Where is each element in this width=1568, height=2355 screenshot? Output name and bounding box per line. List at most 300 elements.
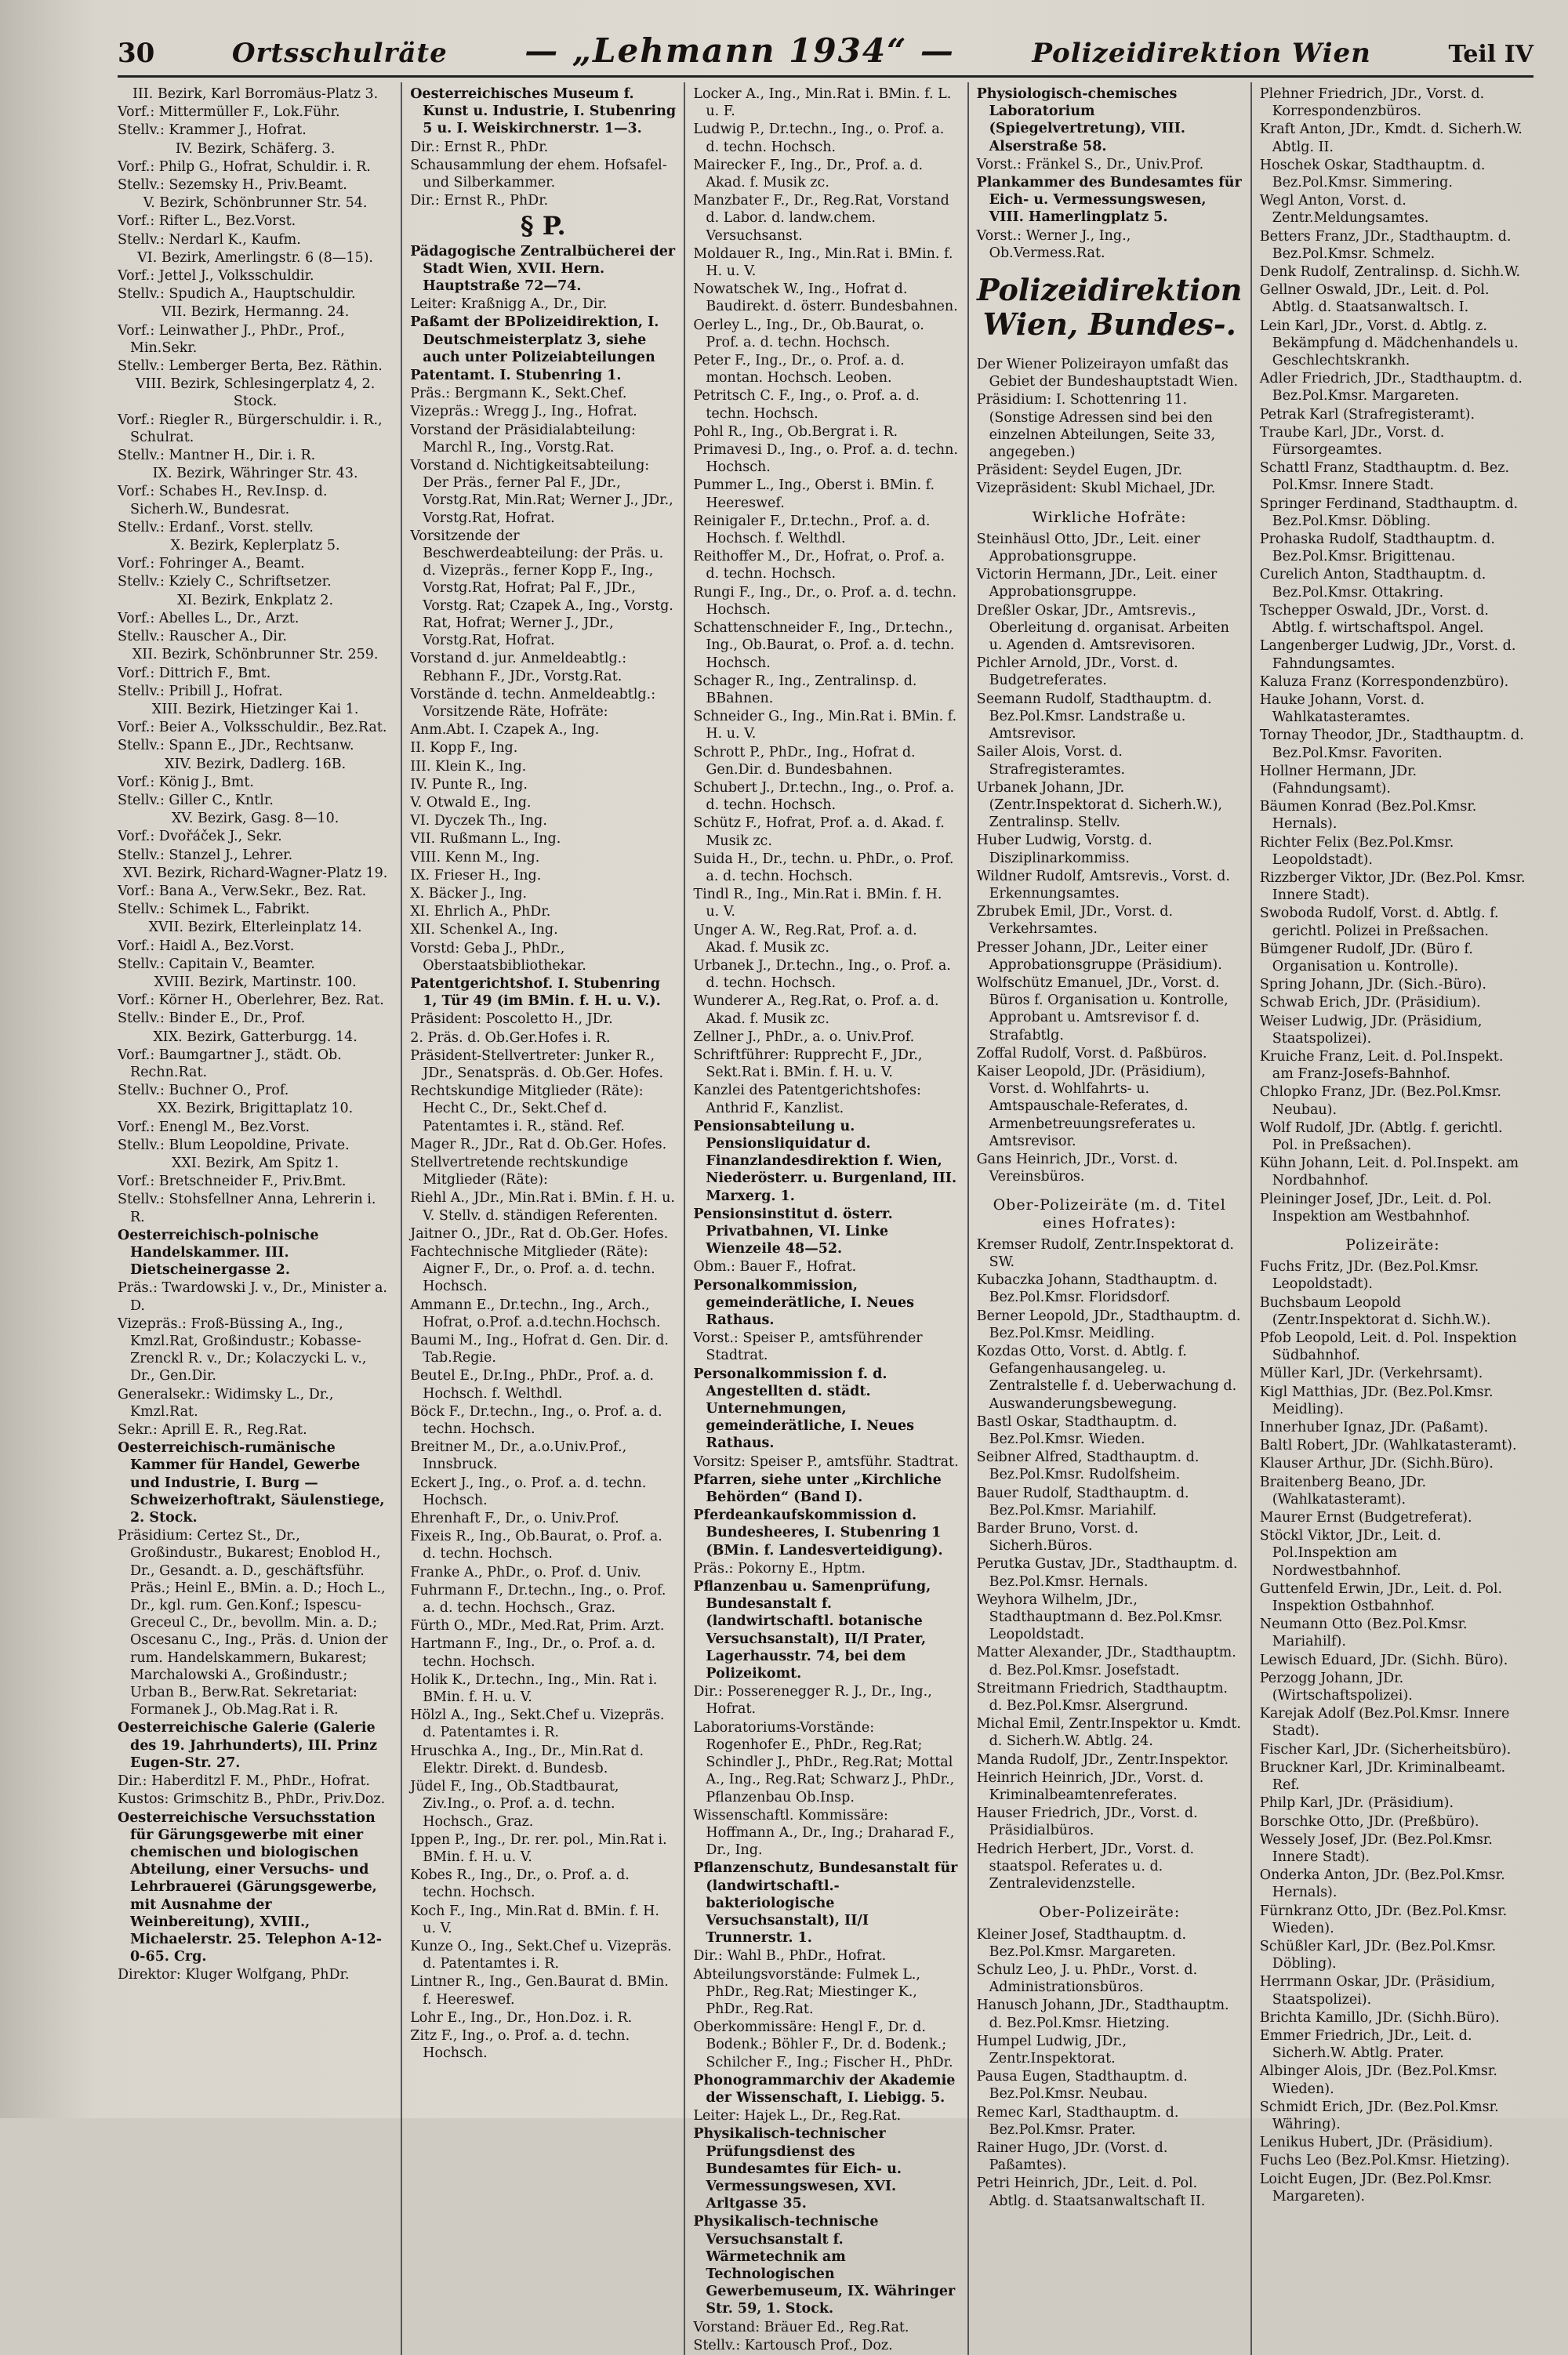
entry-text: Jüdel F., Ing., Ob.Stadtbaurat, Ziv.Ing., o. Prof. a. d. techn. Hochsch., Graz. [410, 1779, 619, 1830]
entry-text: Rungi F., Ing., Dr., o. Prof. a. d. techn. Hochsch. [693, 584, 957, 618]
entry-text: Borschke Otto, JDr. (Preßbüro). [1259, 1813, 1479, 1830]
entry-text: Stellv.: Binder E., Dr., Prof. [118, 1011, 306, 1027]
entry-text: Eckert J., Ing., o. Prof. a. d. techn. Hochsch. [410, 1475, 647, 1508]
entry-text: § P. [520, 211, 566, 241]
entry-text: Schausammlung der ehem. Hofsafel- und Silberkammer. [410, 157, 667, 191]
entry-text: Pensionsinstitut d. österr. Privatbahnen, VI. Linke Wienzeile 48—52. [693, 1206, 893, 1257]
entry-text: Vorf.: Mittermüller F., Lok.Führ. [118, 104, 340, 121]
entry-text: Barder Bruno, Vorst. d. Sicherh.Büros. [976, 1521, 1139, 1555]
entry-text: Präsidium: Certez St., Dr., Großindustr., Bukarest; Enoblod H., Dr., Gesandt. a. D., geschäftsführ. Präs.; Heinl E., BMin. a. D.; Hoch L., Dr., kgl. rum. Gen.Konf.; Ispescu-Greceul C., Dr., bevollm. Min. a. D.; Oscesanu C., Ing., Präs. d. Union der rum. Handelskammern, Bukarest; Marchalowski A., Großindustr.; Urban B., Berw.Rat. Sekretariat: Formanek J., Ob.Mag.Rat i. R. [118, 1528, 388, 1718]
entry-text: Vorf.: Philp G., Hofrat, Schuldir. i. R. [118, 158, 371, 175]
entry-text: Ammann E., Dr.techn., Ing., Arch., Hofrat, o.Prof. a.d.techn.Hochsch. [410, 1297, 661, 1330]
entry-text: Fürth O., MDr., Med.Rat, Prim. Arzt. [410, 1618, 665, 1635]
entry-text: XX. Bezirk, Brigittaplatz 10. [158, 1101, 354, 1117]
entry-text: Rainer Hugo, JDr. (Vorst. d. Paßamtes). [976, 2139, 1168, 2174]
entry-text: Fachtechnische Mitglieder (Räte): Aigner F., Dr., o. Prof. a. d. techn. Hochsch. [410, 1244, 655, 1295]
entry-text: XVI. Bezirk, Richard-Wagner-Platz 19. [122, 865, 388, 881]
entry-text: Nowatschek W., Ing., Hofrat d. Baudirekt. d. österr. Bundesbahnen. [693, 281, 958, 315]
entry-text: Philp Karl, JDr. (Präsidium). [1259, 1795, 1454, 1812]
entry-text: Oerley L., Ing., Dr., Ob.Baurat, o. Prof. a. d. techn. Hochsch. [693, 317, 924, 350]
entry-text: Pädagogische Zentralbücherei der Stadt Wien, XVII. Hern. Hauptstraße 72—74. [410, 243, 676, 295]
entry-text: Böck F., Dr.techn., Ing., o. Prof. a. d. techn. Hochsch. [410, 1403, 662, 1438]
entry-text: Buchsbaum Leopold (Zentr.Inspektorat d. Sichh.W.). [1259, 1294, 1491, 1328]
section-title: Ortsschulräte [231, 38, 448, 69]
entry-text: Tindl R., Ing., Min.Rat i. BMin. f. H. u. V. [693, 887, 942, 920]
entry-text: Obm.: Bauer F., Hofrat. [693, 1259, 857, 1275]
entry-text: Lenikus Hubert, JDr. (Präsidium). [1259, 2135, 1494, 2151]
entry-text: Vizepräsident: Skubl Michael, JDr. [976, 481, 1216, 497]
entry-text: Stellv.: Krammer J., Hofrat. [118, 122, 307, 139]
entry-text: Petri Heinrich, JDr., Leit. d. Pol. Abtlg. d. Staatsanwaltschaft II. [976, 2175, 1206, 2209]
entry-text: Dir.: Wahl B., PhDr., Hofrat. [693, 1948, 887, 1965]
entry-text: XII. Schenkel A., Ing. [410, 922, 558, 938]
entry-text: Manzbater F., Dr., Reg.Rat, Vorstand d. Labor. d. landw.chem. Versuchsanst. [693, 193, 949, 244]
column-5 [1250, 82, 1534, 2355]
entry-text: Stellv.: Erdanf., Vorst. stellv. [118, 519, 314, 535]
entry-text: Suida H., Dr., techn. u. PhDr., o. Prof. a. d. techn. Hochsch. [693, 851, 954, 884]
entry-text: XII. Bezirk, Schönbrunner Str. 259. [132, 647, 379, 663]
entry-text: Hauser Friedrich, JDr., Vorst. d. Präsidialbüros. [976, 1805, 1198, 1839]
entry-text: Präs.: Twardowski J. v., Dr., Minister a. D. [118, 1280, 387, 1314]
entry-text: Sailer Alois, Vorst. d. Strafregisteramtes. [976, 744, 1126, 778]
entry-text: Mager R., JDr., Rat d. Ob.Ger. Hofes. [410, 1136, 667, 1152]
entry-text: Vorst.: Werner J., Ing., Ob.Vermess.Rat. [976, 227, 1131, 261]
entry-text: Pichler Arnold, JDr., Vorst. d. Budgetreferates. [976, 655, 1178, 689]
entry-text: Wolf Rudolf, JDr. (Abtlg. f. gerichtl. Pol. in Preßsachen). [1259, 1119, 1503, 1153]
entry-text: Wolfschütz Emanuel, JDr., Vorst. d. Büros f. Organisation u. Kontrolle, Approbant u. Amtsrevisor f. d. Strafabtlg. [976, 974, 1229, 1043]
entry-text: Riehl A., JDr., Min.Rat i. BMin. f. H. u. V. Stellv. d. ständigen Referenten. [410, 1190, 675, 1224]
entry-text: Seemann Rudolf, Stadthauptm. d. Bez.Pol.Kmsr. Landstraße u. Amtsrevisor. [976, 691, 1212, 742]
entry-text: Ehrenhaft F., Dr., o. Univ.Prof. [410, 1511, 619, 1527]
entry-text: Schulz Leo, J. u. PhDr., Vorst. d. Administrationsbüros. [976, 1961, 1198, 1996]
entry-text: Weyhora Wilhelm, JDr., Stadthauptmann d. Bez.Pol.Kmsr. Leopoldstadt. [976, 1591, 1223, 1643]
entry-text: IV. Punte R., Ing. [410, 776, 528, 793]
entry-text: Abteilungsvorstände: Fulmek L., PhDr., Reg.Rat; Miestinger K., PhDr., Reg.Rat. [693, 1966, 920, 2017]
entry-text: Pleininger Josef, JDr., Leit. d. Pol. Inspektion am Westbahnhof. [1259, 1191, 1492, 1225]
entry-text: Oesterreichisch-polnische Handelskammer. III. Dietscheinergasse 2. [118, 1227, 319, 1279]
entry-text: Kruiche Franz, Leit. d. Pol.Inspekt. am Franz-Josefs-Bahnhof. [1259, 1048, 1504, 1083]
entry-text: Kremser Rudolf, Zentr.Inspektorat d. SW. [976, 1236, 1234, 1270]
entry-text: Brichta Kamillo, JDr. (Sichh.Büro). [1259, 2009, 1500, 2026]
entry-text: Paßamt der BPolizeidirektion, I. Deutschmeisterplatz 3, siehe auch unter Polizeiabteilungen [410, 314, 659, 365]
entry-text: XI. Bezirk, Enkplatz 2. [177, 592, 334, 608]
entry-text: Stellv.: Buchner O., Prof. [118, 1083, 289, 1099]
entry-text: Vorf.: Jettel J., Volksschuldir. [118, 268, 314, 285]
entry-text: Guttenfeld Erwin, JDr., Leit. d. Pol. Inspektion Ostbahnhof. [1259, 1580, 1503, 1615]
entry-text: Vizepräs.: Wregg J., Ing., Hofrat. [410, 404, 637, 420]
page-number: 30 [118, 38, 155, 69]
entry-text: Schubert J., Dr.techn., Ing., o. Prof. a. d. techn. Hochsch. [693, 779, 955, 814]
entry-text: Bastl Oskar, Stadthauptm. d. Bez.Pol.Kmsr. Wieden. [976, 1413, 1178, 1448]
entry-text: Kunze O., Ing., Sekt.Chef u. Vizepräs. d. Patentamtes i. R. [410, 1938, 672, 1972]
entry-text: Schattenschneider F., Ing., Dr.techn., Ing., Ob.Baurat, o. Prof. a. d. techn. Hochsch. [693, 620, 955, 671]
entry-text: Richter Felix (Bez.Pol.Kmsr. Leopoldstadt). [1259, 834, 1454, 868]
entry-text: Fixeis R., Ing., Ob.Baurat, o. Prof. a. d. techn. Hochsch. [410, 1529, 662, 1562]
entry-text: Vizepräs.: Froß-Büssing A., Ing., Kmzl.Rat, Großindustr.; Kobasse-Zrenckl R. v., Dr.; Kolaczycki L. v., Dr., Gen.Dir. [118, 1315, 367, 1384]
right-section-title: Polizeidirektion Wien [1032, 38, 1371, 69]
entry-text: Vorstd: Geba J., PhDr., Oberstaatsbibliothekar. [410, 940, 586, 974]
entry-text: Huber Ludwig, Vorstg. d. Disziplinarkommiss. [976, 833, 1152, 866]
entry-text: Zbrubek Emil, JDr., Vorst. d. Verkehrsamtes. [976, 904, 1174, 938]
entry-text: Reinigaler F., Dr.techn., Prof. a. d. Hochsch. f. Welthdl. [693, 513, 931, 547]
entry-text: XVIII. Bezirk, Martinstr. 100. [154, 974, 357, 990]
entry-text: Präsident: Seydel Eugen, JDr. [976, 463, 1183, 479]
entry-text: V. Otwald E., Ing. [410, 794, 532, 811]
entry-text: Curelich Anton, Stadthauptm. d. Bez.Pol.Kmsr. Ottakring. [1259, 567, 1486, 601]
entry-text: Bümgener Rudolf, JDr. (Büro f. Organisation u. Kontrolle). [1259, 941, 1473, 974]
entry-text: XIX. Bezirk, Gatterburgg. 14. [153, 1029, 358, 1045]
column-2 [401, 82, 684, 2355]
entry-text: Lohr E., Ing., Dr., Hon.Doz. i. R. [410, 2009, 633, 2026]
entry-text: Koch F., Ing., Min.Rat d. BMin. f. H. u. V. [410, 1903, 659, 1936]
entry-text: XVII. Bezirk, Elterleinplatz 14. [148, 920, 362, 936]
entry-text: Denk Rudolf, Zentralinsp. d. Sichh.W. [1259, 264, 1521, 281]
entry-text: Fürnkranz Otto, JDr. (Bez.Pol.Kmsr. Wieden). [1259, 1903, 1508, 1936]
entry-text: Kigl Matthias, JDr. (Bez.Pol.Kmsr. Meidling). [1259, 1384, 1494, 1417]
entry-text: Hartmann F., Ing., Dr., o. Prof. a. d. techn. Hochsch. [410, 1636, 656, 1670]
entry-text: Humpel Ludwig, JDr., Zentr.Inspektorat. [976, 2033, 1127, 2067]
entry-text: Vorf.: Riegler R., Bürgerschuldir. i. R., Schulrat. [118, 412, 383, 445]
entry-text: Physikalisch-technische Versuchsanstalt f. Wärmetechnik am Technologischen Gewerbemuseum, IX. Währinger Str. 59, 1. Stock. [693, 2214, 956, 2317]
entry-text: Wildner Rudolf, Amtsrevis., Vorst. d. Erkennungsamtes. [976, 868, 1230, 902]
entry-text: Polizeidirektion Wien, Bundes-. [976, 272, 1243, 343]
entry-text: Neumann Otto (Bez.Pol.Kmsr. Mariahilf). [1259, 1617, 1468, 1650]
entry-text: Schmidt Erich, JDr. (Bez.Pol.Kmsr. Währing). [1259, 2099, 1499, 2132]
publication-title: — „Lehmann 1934“ — [524, 31, 955, 70]
entry-text: IV. Bezirk, Schäferg. 3. [175, 140, 336, 157]
entry-text: Kubaczka Johann, Stadthauptm. d. Bez.Pol.Kmsr. Floridsdorf. [976, 1272, 1218, 1306]
entry-text: Stellv.: Kartousch Prof., Doz. [693, 2337, 893, 2353]
entry-text: Vorf.: Fohringer A., Beamt. [118, 556, 305, 572]
entry-text: X. Bezirk, Keplerplatz 5. [170, 538, 340, 554]
entry-text: Traube Karl, JDr., Vorst. d. Fürsorgeamtes. [1259, 424, 1445, 459]
entry-text: Hollner Hermann, JDr. (Fahndungsamt). [1259, 763, 1417, 796]
entry-text: Chlopko Franz, JDr. (Bez.Pol.Kmsr. Neubau). [1259, 1084, 1501, 1118]
entry-text: Bäumen Konrad (Bez.Pol.Kmsr. Hernals). [1259, 799, 1477, 833]
entry-text: Stellv.: Nerdarl K., Kaufm. [118, 231, 301, 248]
entry-text: Tornay Theodor, JDr., Stadthauptm. d. Bez.Pol.Kmsr. Favoriten. [1259, 728, 1524, 761]
entry-text: Stellv.: Capitain V., Beamter. [118, 956, 315, 972]
entry-text: Breitner M., Dr., a.o.Univ.Prof., Innsbruck. [410, 1439, 627, 1473]
entry-text: Vorf.: Abelles L., Dr., Arzt. [118, 610, 299, 626]
entry-text: VIII. Bezirk, Schlesingerplatz 4, 2. Stock. [135, 376, 376, 410]
entry-text: Loicht Eugen, JDr. (Bez.Pol.Kmsr. Margareten). [1259, 2171, 1493, 2204]
entry-text: Kaiser Leopold, JDr. (Präsidium), Vorst. d. Wohlfahrts- u. Amtspauschale-Referates, d. Armenbetreuungsreferates u. Amtsrevisor. [976, 1063, 1206, 1149]
entry-text: Vorsitzende der Beschwerdeabteilung: der Präs. u. d. Vizepräs., ferner Kopp F., Ing., Vorstg.Rat, Hofrat; Pal F., JDr., Vorstg. Rat; Czapek A., Ing., Vorstg. Rat, Hofrat; Werner J., JDr., Vorstg.Rat, Hofrat. [410, 528, 673, 649]
entry-text: Fuchs Fritz, JDr. (Bez.Pol.Kmsr. Leopoldstadt). [1259, 1259, 1479, 1293]
entry-text: Berner Leopold, JDr., Stadthauptm. d. Bez.Pol.Kmsr. Meidling. [976, 1308, 1241, 1341]
entry-text: Emmer Friedrich, JDr., Leit. d. Sicherh.W. Abtlg. Prater. [1259, 2027, 1472, 2062]
entry-text: Schager R., Ing., Zentralinsp. d. BBahnen. [693, 673, 917, 706]
entry-text: Heinrich Heinrich, JDr., Vorst. d. Kriminalbeamtenreferates. [976, 1769, 1204, 1804]
entry-text: Franke A., PhDr., o. Prof. d. Univ. [410, 1564, 641, 1580]
entry-text: Stellv.: Stanzel J., Lehrer. [118, 847, 293, 863]
entry-text: Polizeiräte: [1345, 1236, 1440, 1254]
entry-text: Primavesi D., Ing., o. Prof. a. d. techn. Hochsch. [693, 442, 958, 476]
entry-text: Maurer Ernst (Budgetreferat). [1259, 1510, 1472, 1526]
entry-text: Remec Karl, Stadthauptm. d. Bez.Pol.Kmsr. Prater. [976, 2104, 1179, 2138]
entry-text: Manda Rudolf, JDr., Zentr.Inspektor. [976, 1751, 1229, 1768]
entry-text: Gans Heinrich, JDr., Vorst. d. Vereinsbüros. [976, 1151, 1178, 1185]
entry-text: Wissenschaftl. Kommissäre: Hoffmann A., Dr., Ing.; Draharad F., Dr., Ing. [693, 1807, 955, 1859]
entry-text: Stöckl Viktor, JDr., Leit. d. Pol.Inspektion am Nordwestbahnhof. [1259, 1528, 1442, 1579]
entry-text: Wirkliche Hofräte: [1032, 508, 1187, 526]
entry-text: Vorf.: Beier A., Volksschuldir., Bez.Rat. [118, 720, 387, 736]
entry-text: Dir.: Haberditzl F. M., PhDr., Hofrat. [118, 1773, 370, 1790]
entry-text: Kobes R., Ing., Dr., o. Prof. a. d. techn. Hochsch. [410, 1867, 630, 1901]
entry-text: Präsident: Poscoletto H., JDr. [410, 1011, 613, 1028]
entry-text: Vorf.: König J., Bmt. [118, 774, 254, 790]
entry-text: Prohaska Rudolf, Stadthauptm. d. Bez.Pol.Kmsr. Brigittenau. [1259, 532, 1495, 565]
entry-text: Weiser Ludwig, JDr. (Präsidium, Staatspolizei). [1259, 1013, 1483, 1047]
entry-text: Pensionsabteilung u. Pensionsliquidatur d. Finanzlandesdirektion f. Wien, Niederösterr. u. Burgenland, III. Marxerg. 1. [693, 1118, 957, 1204]
entry-text: Vorf.: Dvořáček J., Sekr. [118, 829, 282, 845]
entry-text: VI. Bezirk, Amerlingstr. 6 (8—15). [137, 249, 373, 266]
entry-text: Vorf.: Bana A., Verw.Sekr., Bez. Rat. [118, 883, 367, 899]
entry-text: Personalkommission, gemeinderätliche, I. Neues Rathaus. [693, 1277, 915, 1329]
entry-text: Spring Johann, JDr. (Sich.-Büro). [1259, 977, 1486, 993]
entry-text: Hölzl A., Ing., Sekt.Chef u. Vizepräs. d. Patentamtes i. R. [410, 1707, 665, 1741]
entry-text: Hedrich Herbert, JDr., Vorst. d. staatspol. Referates u. d. Zentralevidenzstelle. [976, 1841, 1195, 1892]
entry-text: Hoschek Oskar, Stadthauptm. d. Bez.Pol.Kmsr. Simmering. [1259, 157, 1486, 191]
entry-text: Vorf.: Enengl M., Bez.Vorst. [118, 1119, 310, 1135]
entry-text: Wessely Josef, JDr. (Bez.Pol.Kmsr. Innere Stadt). [1259, 1831, 1493, 1865]
entry-text: Oesterreichisch-rumänische Kammer für Handel, Gewerbe und Industrie, I. Burg — Schweizerhoftrakt, Säulenstiege, 2. Stock. [118, 1440, 385, 1526]
entry-text: Vorf.: Schabes H., Rev.Insp. d. Sicherh.W., Bundesrat. [118, 484, 328, 517]
entry-text: Vorst.: Fränkel S., Dr., Univ.Prof. [976, 156, 1204, 172]
entry-text: Moldauer R., Ing., Min.Rat i. BMin. f. H. u. V. [693, 245, 953, 280]
entry-text: Bauer Rudolf, Stadthauptm. d. Bez.Pol.Kmsr. Mariahilf. [976, 1485, 1189, 1519]
entry-text: Perzogg Johann, JDr. (Wirtschaftspolizei). [1259, 1670, 1413, 1704]
entry-text: Kleiner Josef, Stadthauptm. d. Bez.Pol.Kmsr. Margareten. [976, 1926, 1187, 1960]
entry-text: Presser Johann, JDr., Leiter einer Approbationsgruppe (Präsidium). [976, 939, 1222, 973]
entry-text: Swoboda Rudolf, Vorst. d. Abtlg. f. gerichtl. Polizei in Preßsachen. [1259, 905, 1499, 939]
entry-text: III. Bezirk, Karl Borromäus-Platz 3. [132, 86, 379, 102]
entry-text: Stellv.: Spann E., JDr., Rechtsanw. [118, 738, 354, 754]
entry-text: Sekr.: Aprill E. R., Reg.Rat. [118, 1422, 307, 1439]
entry-text: Fuchs Leo (Bez.Pol.Kmsr. Hietzing). [1259, 2153, 1510, 2169]
entry-text: Zellner J., PhDr., a. o. Univ.Prof. [693, 1029, 915, 1045]
entry-text: Peter F., Ing., Dr., o. Prof. a. d. montan. Hochsch. Leoben. [693, 353, 905, 386]
entry-text: Präsident-Stellvertreter: Junker R., JDr., Senatspräs. d. Ob.Ger. Hofes. [410, 1047, 664, 1081]
entry-text: Braitenberg Beano, JDr. (Wahlkatasteramt). [1259, 1474, 1427, 1508]
entry-text: Laboratoriums-Vorstände: Rogenhofer E., PhDr., Reg.Rat; Schindler J., PhDr., Reg.Rat; Mottal A., Ing., Reg.Rat; Schwarz J., PhDr., Pflanzenbau Ob.Insp. [693, 1719, 955, 1805]
entry-text: Kühn Johann, Leit. d. Pol.Inspekt. am Nordbahnhof. [1259, 1156, 1519, 1189]
entry-text: Präs.: Bergmann K., Sekt.Chef. [410, 386, 627, 402]
entry-text: IX. Bezirk, Währinger Str. 43. [152, 466, 358, 482]
entry-text: Urbanek Johann, JDr. (Zentr.Inspektorat d. Sicherh.W.), Zentralinsp. Stellv. [976, 779, 1222, 831]
entry-text: Innerhuber Ignaz, JDr. (Paßamt). [1259, 1420, 1489, 1436]
entry-text: Fuhrmann F., Dr.techn., Ing., o. Prof. a. d. techn. Hochsch., Graz. [410, 1582, 666, 1617]
entry-text: Pfarren, siehe unter „Kirchliche Behörden“ (Band I). [693, 1471, 942, 1506]
entry-text: Wunderer A., Reg.Rat, o. Prof. a. d. Akad. f. Musik zc. [693, 993, 939, 1027]
entry-text: V. Bezirk, Schönbrunner Str. 54. [143, 195, 368, 212]
entry-text: Stellv.: Spudich A., Hauptschuldir. [118, 286, 356, 303]
entry-text: Vorstände d. techn. Anmeldeabtlg.: Vorsitzende Räte, Hofräte: [410, 686, 656, 720]
entry-text: Pohl R., Ing., Ob.Bergrat i. R. [693, 423, 898, 440]
entry-text: Baltl Robert, JDr. (Wahlkatasteramt). [1259, 1438, 1517, 1454]
entry-text: Vorstand: Bräuer Ed., Reg.Rat. [693, 2319, 909, 2335]
entry-text: Ober-Polizeiräte: [1039, 1903, 1181, 1921]
text-columns [118, 82, 1534, 2353]
entry-text: Dreßler Oskar, JDr., Amtsrevis., Oberleitung d. organisat. Arbeiten u. Agenden d. Amtsrevisoren. [976, 602, 1229, 654]
entry-text: Onderka Anton, JDr. (Bez.Pol.Kmsr. Hernals). [1259, 1867, 1505, 1901]
entry-text: Kraft Anton, JDr., Kmdt. d. Sicherh.W. Abtlg. II. [1259, 122, 1523, 155]
entry-text: Oesterreichische Galerie (Galerie des 19. Jahrhunderts), III. Prinz Eugen-Str. 27. [118, 1720, 378, 1771]
entry-text: Stellv.: Pribill J., Hofrat. [118, 683, 283, 699]
entry-text: Oesterreichisches Museum f. Kunst u. Industrie, I. Stubenring 5 u. I. Weiskirchnerstr. 1—3. [410, 86, 677, 137]
entry-text: Lein Karl, JDr., Vorst. d. Abtlg. z. Bekämpfung d. Mädchenhandels u. Geschlechtskrankh. [1259, 318, 1519, 369]
entry-text: Kaluza Franz (Korrespondenzbüro). [1259, 673, 1509, 690]
entry-text: Kanzlei des Patentgerichtshofes: Anthrid F., Kanzlist. [693, 1083, 921, 1116]
entry-text: Wegl Anton, Vorst. d. Zentr.Meldungsamtes. [1259, 193, 1429, 227]
entry-text: Reithoffer M., Dr., Hofrat, o. Prof. a. d. techn. Hochsch. [693, 549, 946, 582]
entry-text: Präs.: Pokorny E., Hptm. [693, 1560, 866, 1577]
entry-text: Vorf.: Baumgartner J., städt. Ob. Rechn.Rat. [118, 1047, 342, 1080]
entry-text: XIV. Bezirk, Dadlerg. 16B. [164, 756, 347, 772]
entry-text: Betters Franz, JDr., Stadthauptm. d. Bez.Pol.Kmsr. Schmelz. [1259, 228, 1512, 262]
entry-text: Stellv.: Giller C., Kntlr. [118, 792, 274, 808]
entry-text: Michal Emil, Zentr.Inspektor u. Kmdt. d. Sicherh.W. Abtlg. 24. [976, 1716, 1241, 1750]
entry-text: Beutel E., Dr.Ing., PhDr., Prof. a. d. Hochsch. f. Welthdl. [410, 1368, 654, 1402]
entry-text: Kustos: Grimschitz B., PhDr., Priv.Doz. [118, 1791, 386, 1808]
entry-text: Leiter: Hajek L., Dr., Reg.Rat. [693, 2108, 902, 2125]
entry-text: Plankammer des Bundesamtes für Eich- u. Vermessungswesen, VIII. Hamerlingplatz 5. [976, 175, 1242, 226]
entry-text: Vorf.: Bretschneider F., Priv.Bmt. [118, 1174, 347, 1190]
entry-text: III. Klein K., Ing. [410, 758, 527, 775]
entry-text: Stellv.: Schimek L., Fabrikt. [118, 902, 310, 918]
entry-text: Locker A., Ing., Min.Rat i. BMin. f. L. u. F. [693, 86, 952, 120]
entry-text: VII. Bezirk, Hermanng. 24. [161, 304, 350, 321]
entry-text: Direktor: Kluger Wolfgang, PhDr. [118, 1967, 350, 1983]
entry-text: Springer Ferdinand, Stadthauptm. d. Bez.Pol.Kmsr. Döbling. [1259, 495, 1519, 529]
entry-text: Generalsekr.: Widimsky L., Dr., Kmzl.Rat. [118, 1386, 334, 1420]
entry-text: Petritsch C. F., Ing., o. Prof. a. d. techn. Hochsch. [693, 388, 920, 422]
entry-text: Fischer Karl, JDr. (Sicherheitsbüro). [1259, 1741, 1512, 1758]
entry-text: Hruschka A., Ing., Dr., Min.Rat d. Elektr. Direkt. d. Bundesb. [410, 1743, 644, 1776]
entry-text: Pferdeankaufskommission d. Bundesheeres, I. Stubenring 1 (BMin. f. Landesverteidigung). [693, 1508, 943, 1559]
entry-text: Physikalisch-technischer Prüfungsdienst des Bundesamtes für Eich- u. Vermessungswesen, XVI. Arltgasse 35. [693, 2126, 902, 2212]
entry-text: Präsidium: I. Schottenring 11. (Sonstige Adressen sind bei den einzelnen Abteilungen, Seite 33, angegeben.) [976, 392, 1216, 461]
entry-text: XIII. Bezirk, Hietzinger Kai 1. [151, 701, 359, 717]
entry-text: Stellv.: Lemberger Berta, Bez. Räthin. [118, 358, 383, 375]
entry-text: Seibner Alfred, Stadthauptm. d. Bez.Pol.Kmsr. Rudolfsheim. [976, 1450, 1200, 1483]
entry-text: Adler Friedrich, JDr., Stadthauptm. d. Bez.Pol.Kmsr. Margareten. [1259, 371, 1523, 405]
entry-text: Stellv.: Blum Leopoldine, Private. [118, 1137, 350, 1153]
entry-text: Pausa Eugen, Stadthauptm. d. Bez.Pol.Kmsr. Neubau. [976, 2069, 1188, 2103]
entry-text: Petrak Karl (Strafregisteramt). [1259, 406, 1475, 423]
entry-text: Stellv.: Rauscher A., Dir. [118, 629, 287, 645]
entry-text: Dir.: Ernst R., PhDr. [410, 193, 549, 209]
entry-text: Bruckner Karl, JDr. Kriminalbeamt. Ref. [1259, 1759, 1506, 1794]
entry-text: Unger A. W., Reg.Rat, Prof. a. d. Akad. f. Musik zc. [693, 922, 917, 956]
entry-text: Stellv.: Kziely C., Schriftsetzer. [118, 574, 332, 590]
entry-text: Albinger Alois, JDr. (Bez.Pol.Kmsr. Wieden). [1259, 2063, 1497, 2097]
entry-text: Langenberger Ludwig, JDr., Vorst. d. Fahndungsamtes. [1259, 638, 1516, 672]
entry-text: II. Kopp F., Ing. [410, 740, 518, 757]
entry-text: Leiter: Kraßnigg A., Dr., Dir. [410, 296, 608, 313]
entry-text: Streitmann Friedrich, Stadthauptm. d. Bez.Pol.Kmsr. Alsergrund. [976, 1680, 1228, 1715]
entry-text: Dir.: Posserenegger R. J., Dr., Ing., Hofrat. [693, 1684, 932, 1718]
entry-text: Ludwig P., Dr.techn., Ing., o. Prof. a. d. techn. Hochsch. [693, 122, 945, 155]
entry-text: Dir.: Ernst R., PhDr. [410, 139, 549, 155]
entry-text: Hanusch Johann, JDr., Stadthauptm. d. Bez.Pol.Kmsr. Hietzing. [976, 1998, 1229, 2031]
entry-text: Pummer L., Ing., Oberst i. BMin. f. Heereswef. [693, 477, 935, 511]
entry-text: Matter Alexander, JDr., Stadthauptm. d. Bez.Pol.Kmsr. Josefstadt. [976, 1645, 1236, 1678]
entry-text: Patentgerichtshof. I. Stubenring 1, Tür 49 (im BMin. f. H. u. V.). [410, 975, 661, 1010]
entry-text: Oesterreichische Versuchsstation für Gärungsgewerbe mit einer chemischen und biologischen Abteilung, einer Versuchs- und Lehrbrauerei (Gärungsgewerbe, mit Ausnahme der Weinbereitung), XVIII., Michaelerstr. 25. Telephon A-12-0-65. Crg. [118, 1809, 382, 1965]
entry-text: Schattl Franz, Stadthauptm. d. Bez. Pol.Kmsr. Innere Stadt. [1259, 460, 1510, 494]
entry-text: Perutka Gustav, JDr., Stadthauptm. d. Bez.Pol.Kmsr. Hernals. [976, 1556, 1238, 1590]
entry-text: Rizzberger Viktor, JDr. (Bez.Pol. Kmsr. Innere Stadt). [1259, 869, 1526, 904]
page-header [118, 31, 1534, 78]
entry-text: Ober-Polizeiräte (m. d. Titel eines Hofrates): [993, 1196, 1226, 1232]
column-1 [118, 82, 401, 2355]
entry-text: Stellv.: Stohsfellner Anna, Lehrerin i. R. [118, 1192, 376, 1225]
entry-text: Hauke Johann, Vorst. d. Wahlkatasteramtes. [1259, 691, 1425, 726]
entry-text: Vorf.: Haidl A., Bez.Vorst. [118, 938, 295, 954]
entry-text: VI. Dyczek Th., Ing. [410, 813, 547, 829]
entry-text: Gellner Oswald, JDr., Leit. d. Pol. Abtlg. d. Staatsanwaltsch. I. [1259, 282, 1490, 316]
entry-text: XV. Bezirk, Gasg. 8—10. [171, 811, 339, 827]
entry-text: Vorstand der Präsidialabteilung: Marchl R., Ing., Vorstg.Rat. [410, 422, 636, 455]
entry-text: Kozdas Otto, Vorst. d. Abtlg. f. Gefangenhausangeleg. u. Zentralstelle f. d. Ueberwachung d. Auswanderungsbewegung. [976, 1344, 1237, 1412]
entry-text: Patentamt. I. Stubenring 1. [410, 368, 622, 384]
entry-text: Vorf.: Dittrich F., Bmt. [118, 665, 271, 681]
entry-text: XXI. Bezirk, Am Spitz 1. [172, 1155, 339, 1171]
entry-text: Schüßler Karl, JDr. (Bez.Pol.Kmsr. Döbling). [1259, 1938, 1497, 1972]
entry-text: VII. Rußmann L., Ing. [410, 831, 561, 847]
entry-text: Pfob Leopold, Leit. d. Pol. Inspektion Südbahnhof. [1259, 1330, 1517, 1364]
entry-text: Holik K., Dr.techn., Ing., Min. Rat i. BMin. f. H. u. V. [410, 1671, 658, 1706]
entry-text: Lintner R., Ing., Gen.Baurat d. BMin. f. Heereswef. [410, 1974, 669, 2008]
column-4 [967, 82, 1250, 2355]
entry-text: Stellv.: Sezemsky H., Priv.Beamt. [118, 177, 347, 194]
entry-text: Mairecker F., Ing., Dr., Prof. a. d. Akad. f. Musik zc. [693, 157, 924, 191]
column-3 [684, 82, 967, 2355]
entry-text: IX. Frieser H., Ing. [410, 867, 542, 884]
entry-text: Lewisch Eduard, JDr. (Sichh. Büro). [1259, 1652, 1508, 1668]
entry-text: Herrmann Oskar, JDr. (Präsidium, Staatspolizei). [1259, 1974, 1496, 2008]
entry-text: Pflanzenschutz, Bundesanstalt für (landwirtschaftl.-bakteriologische Versuchsanstalt), II/I Trunnerstr. 1. [693, 1860, 958, 1947]
entry-text: Schriftführer: Rupprecht F., JDr., Sekt.Rat i. BMin. f. H. u. V. [693, 1047, 923, 1081]
entry-text: Karejak Adolf (Bez.Pol.Kmsr. Innere Stadt). [1259, 1706, 1510, 1740]
entry-text: Stellvertretende rechtskundige Mitglieder (Räte): [410, 1154, 629, 1188]
entry-text: Stellv.: Mantner H., Dir. i. R. [118, 448, 316, 464]
entry-text: Vorstand d. Nichtigkeitsabteilung: Der Präs., ferner Pal F., JDr., Vorstg.Rat, Min.Rat; Werner J., JDr., Vorstg.Rat, Hofrat. [410, 458, 673, 526]
entry-text: Vorf.: Rifter L., Bez.Vorst. [118, 213, 296, 230]
entry-text: Vorf.: Körner H., Oberlehrer, Bez. Rat. [118, 992, 384, 1009]
entry-text: Vorf.: Leinwather J., PhDr., Prof., Min.Sekr. [118, 322, 345, 356]
entry-text: Schrott P., PhDr., Ing., Hofrat d. Gen.Dir. d. Bundesbahnen. [693, 744, 916, 778]
entry-text: Schütz F., Hofrat, Prof. a. d. Akad. f. Musik zc. [693, 815, 945, 849]
entry-text: Ippen P., Ing., Dr. rer. pol., Min.Rat i. BMin. f. H. u. V. [410, 1831, 667, 1865]
entry-text: Müller Karl, JDr. (Verkehrsamt). [1259, 1366, 1483, 1382]
entry-text: Baumi M., Ing., Hofrat d. Gen. Dir. d. Tab.Regie. [410, 1333, 669, 1366]
entry-text: Physiologisch-chemisches Laboratorium (Spiegelvertretung), VIII. Alserstraße 58. [976, 86, 1185, 154]
entry-text: XI. Ehrlich A., PhDr. [410, 904, 551, 920]
entry-text: Urbanek J., Dr.techn., Ing., o. Prof. a. d. techn. Hochsch. [693, 957, 951, 992]
entry-text: Rechtskundige Mitglieder (Räte): Hecht C., Dr., Sekt.Chef d. Patentamtes i. R., ständ. Ref. [410, 1083, 644, 1134]
entry-text: X. Bäcker J., Ing. [410, 885, 528, 902]
entry-text: Zoffal Rudolf, Vorst. d. Paßbüros. [976, 1045, 1207, 1061]
entry-text: Klauser Arthur, JDr. (Sichh.Büro). [1259, 1456, 1494, 1472]
entry-text: Oberkommissäre: Hengl F., Dr. d. Bodenk.; Böhler F., Dr. d. Bodenk.; Schilcher F., Ing.; Fischer H., PhDr. [693, 2019, 953, 2070]
entry-text: Vorst.: Speiser P., amtsführender Stadtrat. [693, 1330, 923, 1364]
entry-text: Schwab Erich, JDr. (Präsidium). [1259, 995, 1481, 1011]
entry-text: VIII. Kenn M., Ing. [410, 849, 540, 865]
entry-text: Victorin Hermann, JDr., Leit. einer Approbationsgruppe. [976, 567, 1218, 601]
